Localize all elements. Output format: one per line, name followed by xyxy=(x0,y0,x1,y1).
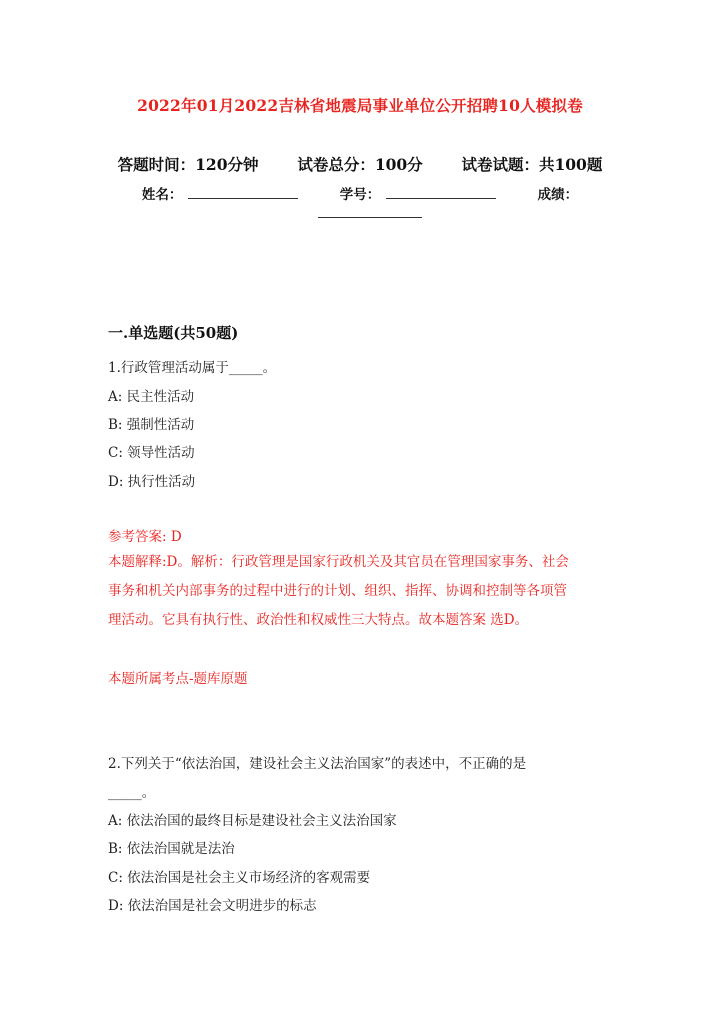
question-1-option-a: A: 民主性活动 xyxy=(108,389,195,405)
exam-meta xyxy=(0,153,720,175)
section-title: 一.单选题(共50题) xyxy=(108,324,239,342)
exam-title: 2022年01月2022吉林省地震局事业单位公开招聘10人模拟卷 xyxy=(137,96,583,115)
student-id-blank xyxy=(386,185,496,199)
question-1-option-b: B: 强制性活动 xyxy=(108,417,195,433)
student-info-row xyxy=(0,183,720,203)
question-2-option-b: B: 依法治国就是法治 xyxy=(108,841,235,857)
question-1-option-d: D: 执行性活动 xyxy=(108,474,196,490)
question-2-stem-line1: 2.下列关于“依法治国，建设社会主义法治国家”的表述中，不正确的是 xyxy=(108,756,527,772)
grade-label: 成绩： xyxy=(537,187,579,203)
question-1-option-c: C: 领导性活动 xyxy=(108,445,195,461)
question-1-answer: 参考答案: D xyxy=(108,529,182,545)
question-2-option-a: A: 依法治国的最终目标是建设社会主义法治国家 xyxy=(108,813,397,829)
explanation-line-2: 事务和机关内部事务的过程中进行的计划、组织、指挥、协调和控制等各项管 xyxy=(108,583,567,599)
question-2-option-c: C: 依法治国是社会主义市场经济的客观需要 xyxy=(108,870,371,886)
question-count-label: 试卷试题：共100题 xyxy=(461,155,603,174)
student-id-label: 学号： xyxy=(339,187,381,203)
question-2-stem-line2: _____。 xyxy=(108,785,156,801)
question-1-explanation xyxy=(108,548,618,635)
question-2-option-d: D: 依法治国是社会文明进步的标志 xyxy=(108,898,317,914)
question-1-source: 本题所属考点-题库原题 xyxy=(108,671,248,687)
question-1-stem: 1.行政管理活动属于_____。 xyxy=(108,360,277,376)
total-score-label: 试卷总分：100分 xyxy=(297,155,423,174)
name-blank xyxy=(188,185,298,199)
time-label: 答题时间：120分钟 xyxy=(117,155,259,174)
explanation-line-3: 理活动。它具有执行性、政治性和权威性三大特点。故本题答案 选D。 xyxy=(108,612,529,628)
grade-blank xyxy=(318,216,422,218)
name-label: 姓名： xyxy=(141,187,183,203)
explanation-line-1: 本题解释:D。解析：行政管理是国家行政机关及其官员在管理国家事务、社会 xyxy=(108,554,569,570)
